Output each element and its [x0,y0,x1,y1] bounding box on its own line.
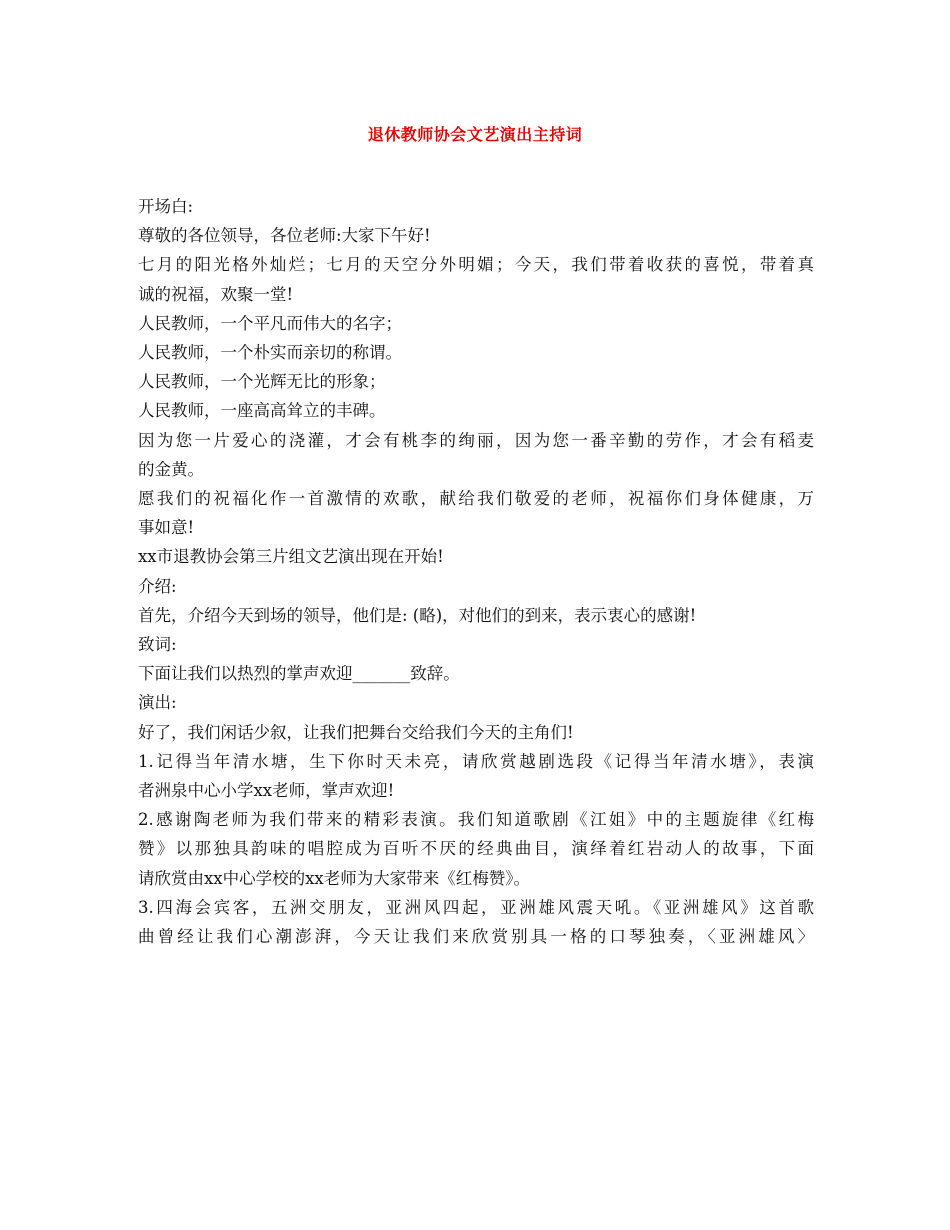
body-line: 开场白: [138,197,194,216]
body-line: 下面让我们以热烈的掌声欢迎_______致辞。 [138,664,460,684]
body-line: 七月的阳光格外灿烂；七月的天空分外明媚；今天，我们带着收获的喜悦，带着真 [138,255,814,275]
body-line: 人民教师，一个朴实而亲切的称谓。 [138,343,402,363]
body-line: 首先，介绍今天到场的领导，他们是: (略)，对他们的到来，表示衷心的感谢! [138,605,697,625]
body-line: 人民教师，一个平凡而伟大的名字； [138,313,402,333]
body-line: 请欣赏由xx中心学校的xx老师为大家带来《红梅赞》。 [138,868,530,888]
body-line: 致词: [138,635,177,655]
document-title: 退休教师协会文艺演出主持词 [367,125,583,144]
body-line: 演出: [138,693,177,713]
body-line: 人民教师，一个光辉无比的形象； [138,372,386,392]
body-line: 介绍: [138,576,177,596]
body-line: 的金黄。 [138,459,204,479]
body-line: 诚的祝福，欢聚一堂! [138,284,294,304]
body-line: 曲曾经让我们心潮澎湃，今天让我们来欣赏别具一格的口琴独奏，〈亚洲雄风〉 [138,927,814,947]
body-line: 人民教师，一座高高耸立的丰碑。 [138,401,386,421]
document-body [138,192,814,951]
body-line: 3.四海会宾客，五洲交朋友，亚洲风四起，亚洲雄风震天吼。《亚洲雄风》这首歌 [138,897,814,917]
body-line: 好了，我们闲话少叙，让我们把舞台交给我们今天的主角们! [138,722,574,742]
body-line: 事如意! [138,518,195,538]
body-line: 者洲泉中心小学xx老师，掌声欢迎! [138,781,395,801]
body-line: 因为您一片爱心的浇灌，才会有桃李的绚丽，因为您一番辛勤的劳作，才会有稻麦 [138,430,814,450]
body-line: 愿我们的祝福化作一首激情的欢歌，献给我们敬爱的老师，祝福你们身体健康，万 [138,489,814,509]
body-line: 尊敬的各位领导，各位老师:大家下午好! [138,226,431,246]
body-line: 1.记得当年清水塘，生下你时天未亮，请欣赏越剧选段《记得当年清水塘》，表演 [138,751,814,771]
body-line: 2.感谢陶老师为我们带来的精彩表演。我们知道歌剧《江姐》中的主题旋律《红梅 [138,810,814,830]
body-line: 赞》以那独具韵味的唱腔成为百听不厌的经典曲目，演绎着红岩动人的故事，下面 [138,839,814,859]
body-line: xx市退教协会第三片组文艺演出现在开始! [138,547,444,567]
